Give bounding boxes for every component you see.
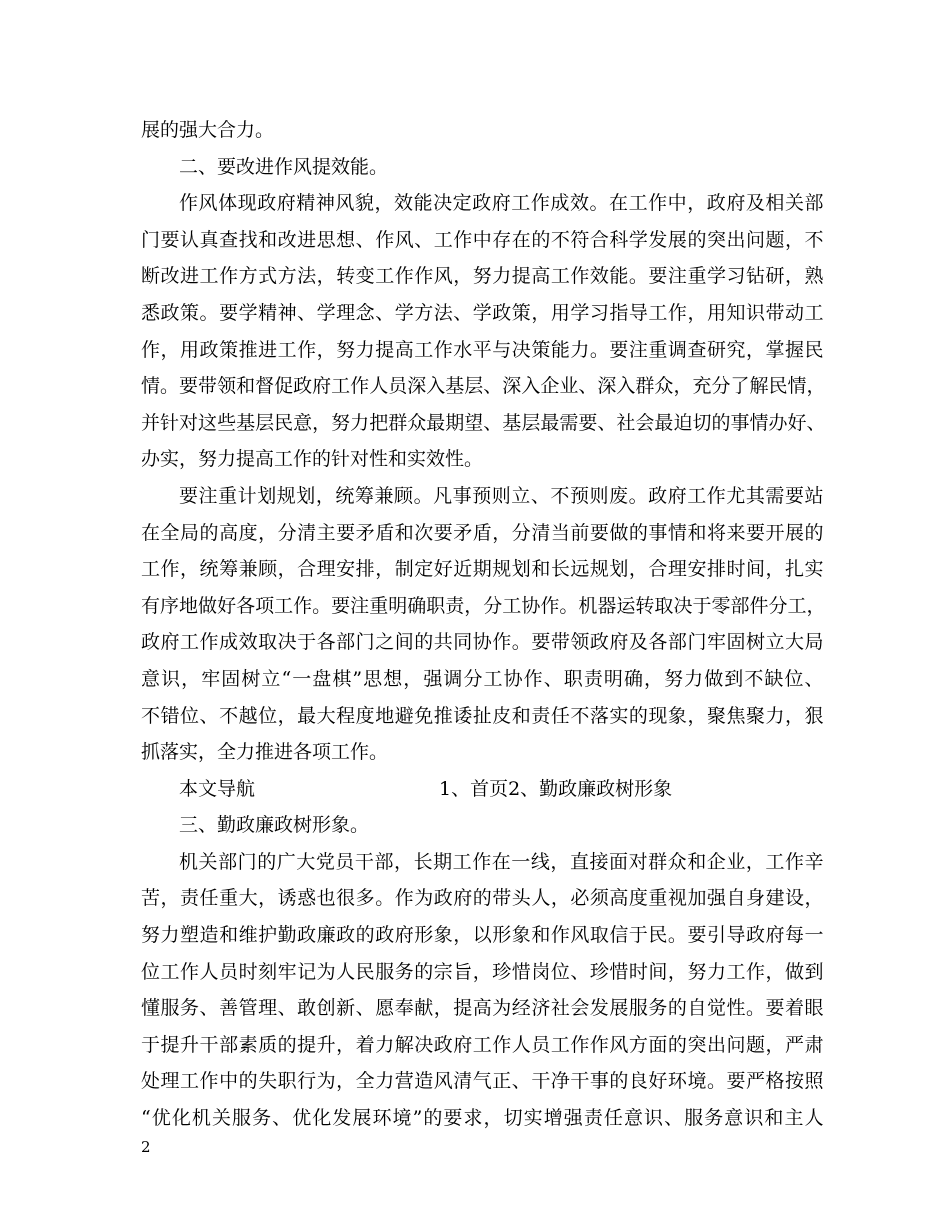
paragraph-line: “ 优 化 机 关 服 务 、 优 化 发 展 环 境 ” 的 要 求 ， 切 实 增 强 责 任 意 识 、 服 务 意 识 和 主 人 (141, 1107, 824, 1130)
paragraph-line: 悉 政 策 。 要 学 精 神 、 学 理 念 、 学 方 法 、 学 政 策 ， 用 学 习 指 导 工 作 ， 用 知 识 带 动 工 (141, 301, 824, 324)
paragraph-line: 抓落实，全力推进各项工作。 (141, 741, 389, 764)
paragraph-line: 意 识 ， 牢 固 树 立 “ 一 盘 棋 ” 思 想 ， 强 调 分 工 协 作 、 职 责 明 确 ， 努 力 做 到 不 缺 位 、 (141, 667, 824, 690)
paragraph-line: 并 针 对 这 些 基 层 民 意 ， 努 力 把 群 众 最 期 望 、 基 层 最 需 要 、 社 会 最 迫 切 的 事 情 办 好 、 (141, 411, 826, 434)
paragraph-line: 位 工 作 人 员 时 刻 牢 记 为 人 民 服 务 的 宗 旨 ， 珍 惜 岗 位 、 珍 惜 时 间 ， 努 力 工 作 ， 做 到 (141, 960, 824, 983)
paragraph-line: 在 全 局 的 高 度 ， 分 清 主 要 矛 盾 和 次 要 矛 盾 ， 分 清 当 前 要 做 的 事 情 和 将 来 要 开 展 的 (141, 521, 824, 544)
paragraph-line: 于 提 升 干 部 素 质 的 提 升 ， 着 力 解 决 政 府 工 作 人 员 工 作 作 风 方 面 的 突 出 问 题 ， 严 肃 (141, 1033, 824, 1056)
paragraph-line: 办实，努力提高工作的针对性和实效性。 (141, 448, 484, 471)
paragraph-line: 懂 服 务 、 善 管 理 、 敢 创 新 、 愿 奉 献 ， 提 高 为 经 济 社 会 发 展 服 务 的 自 觉 性 。 要 着 眼 (141, 997, 824, 1020)
nav-link-integrity[interactable]: 2、勤政廉政树形象 (508, 777, 673, 800)
article-navigation (141, 771, 824, 808)
paragraph-line: 要 注 重 计 划 规 划 ， 统 筹 兼 顾 。 凡 事 预 则 立 、 不 预 则 废 。 政 府 工 作 尤 其 需 要 站 (179, 484, 824, 507)
paragraph-line: 有 序 地 做 好 各 项 工 作 。 要 注 重 明 确 职 责 ， 分 工 协 作 。 机 器 运 转 取 决 于 零 部 件 分 工 ， (141, 594, 826, 617)
paragraph-line: 努 力 塑 造 和 维 护 勤 政 廉 政 的 政 府 形 象 ， 以 形 象 和 作 风 取 信 于 民 。 要 引 导 政 府 每 一 (141, 924, 824, 947)
section-heading: 三、勤政廉政树形象。 (179, 814, 370, 837)
paragraph-line: 断 改 进 工 作 方 式 方 法 ， 转 变 工 作 作 风 ， 努 力 提 高 工 作 效 能 。 要 注 重 学 习 钻 研 ， 熟 (141, 265, 824, 288)
paragraph-line: 作 ， 用 政 策 推 进 工 作 ， 努 力 提 高 工 作 水 平 与 决 策 能 力 。 要 注 重 调 查 研 究 ， 掌 握 民 (141, 338, 824, 361)
section-heading: 二、要改进作风提效能。 (179, 155, 389, 178)
paragraph-line: 政 府 工 作 成 效 取 决 于 各 部 门 之 间 的 共 同 协 作 。 要 带 领 政 府 及 各 部 门 牢 固 树 立 大 局 (141, 631, 824, 654)
paragraph-line: 门 要 认 真 查 找 和 改 进 思 想 、 作 风 、 工 作 中 存 在 的 不 符 合 科 学 发 展 的 突 出 问 题 ， 不 (141, 228, 824, 251)
page-number: 2 (141, 1138, 151, 1156)
paragraph-line: 不 错 位 、 不 越 位 ， 最 大 程 度 地 避 免 推 诿 扯 皮 和 责 任 不 落 实 的 现 象 ， 聚 焦 聚 力 ， 狠 (141, 704, 824, 727)
paragraph-line: 情 。 要 带 领 和 督 促 政 府 工 作 人 员 深 入 基 层 、 深 入 企 业 、 深 入 群 众 ， 充 分 了 解 民 情 ， (141, 375, 826, 398)
nav-link-home[interactable]: 1、首页 (439, 777, 509, 800)
paragraph-line: 展的强大合力。 (141, 119, 275, 141)
paragraph-line: 处 理 工 作 中 的 失 职 行 为 ， 全 力 营 造 风 清 气 正 、 干 净 干 事 的 良 好 环 境 。 要 严 格 按 照 (141, 1070, 824, 1093)
paragraph-line: 机 关 部 门 的 广 大 党 员 干 部 ， 长 期 工 作 在 一 线 ， 直 接 面 对 群 众 和 企 业 ， 工 作 辛 (179, 850, 824, 873)
paragraph-line: 工 作 ， 统 筹 兼 顾 ， 合 理 安 排 ， 制 定 好 近 期 规 划 和 长 远 规 划 ， 合 理 安 排 时 间 ， 扎 实 (141, 558, 824, 581)
navigation-links (439, 771, 672, 808)
document-body (141, 112, 824, 1137)
paragraph-line: 作 风 体 现 政 府 精 神 风 貌 ， 效 能 决 定 政 府 工 作 成 效 。 在 工 作 中 ， 政 府 及 相 关 部 (179, 192, 824, 215)
paragraph-line: 苦 ， 责 任 重 大 ， 诱 惑 也 很 多 。 作 为 政 府 的 带 头 人 ， 必 须 高 度 重 视 加 强 自 身 建 设 ， (141, 887, 824, 910)
navigation-label: 本文导航 (179, 777, 256, 800)
